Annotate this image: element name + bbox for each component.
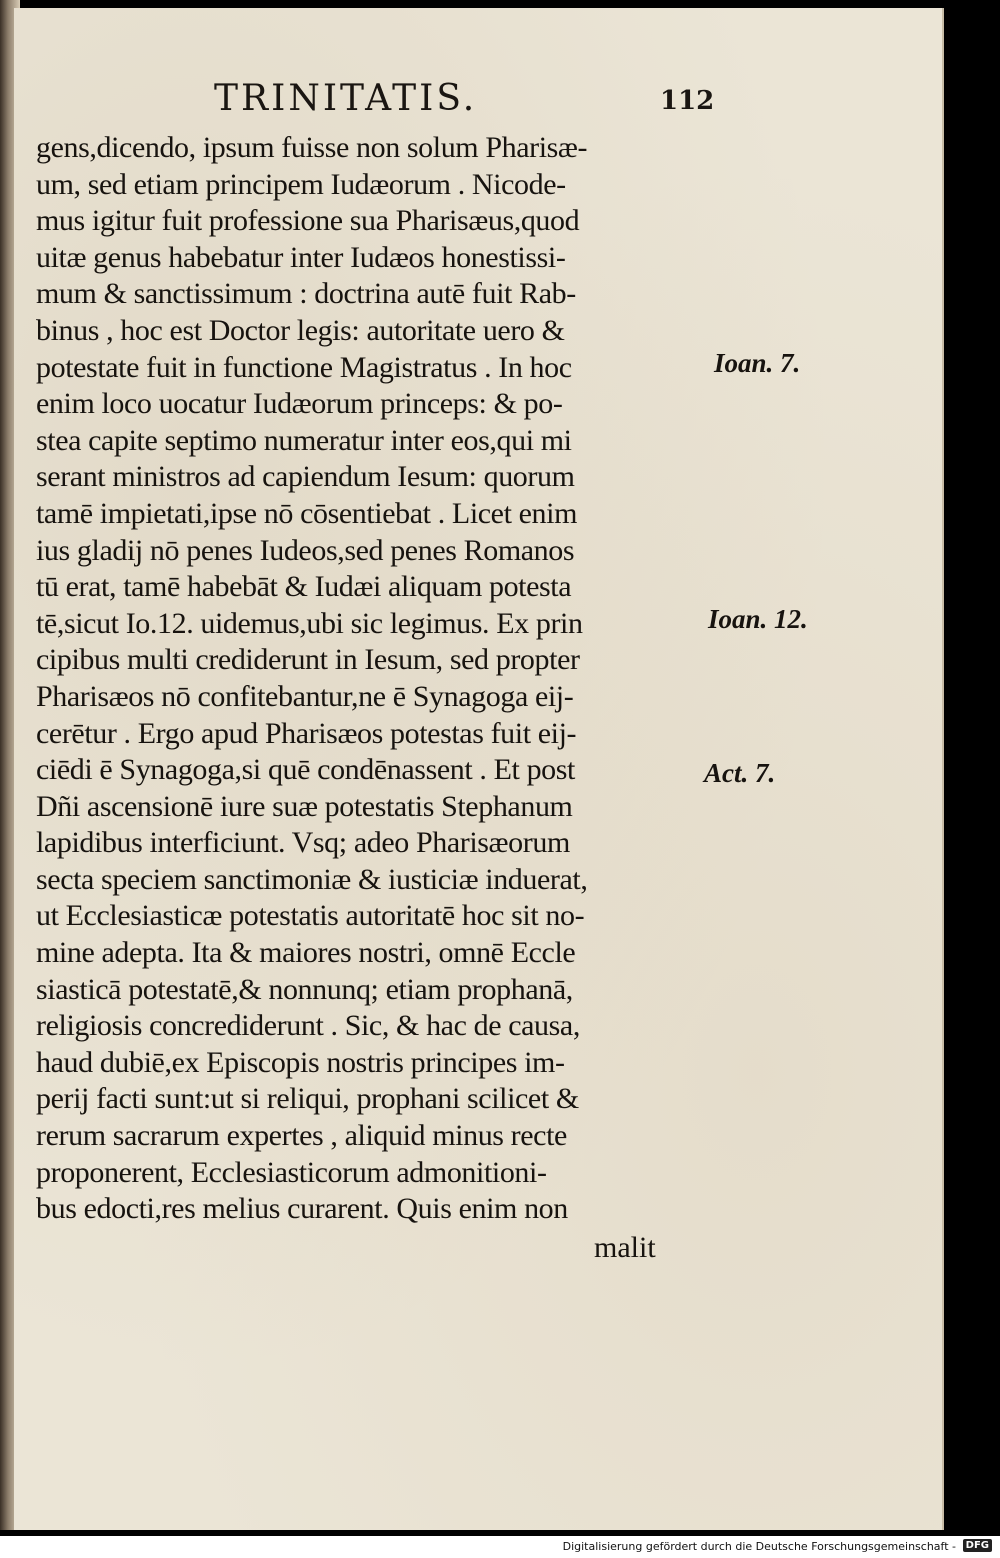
dfg-logo: DFG [963,1539,992,1552]
text-line: Dñi ascensionē iure suæ potestatis Stephanum [36,789,573,823]
text-line: bus edocti,res melius curarent. Quis enim non [36,1192,568,1226]
page-header [14,78,942,128]
body-text [36,130,726,1228]
catchword: malit [594,1231,656,1264]
folio-number: 112 [660,86,715,116]
marginal-note: Ioan. 7. [714,348,801,378]
text-line: proponerent, Ecclesiasticorum admonitioni- [36,1155,547,1189]
text-line: gens,dicendo, ipsum fuisse non solum Pharisæ- [36,131,588,164]
text-line: Pharisæos nō confitebantur,ne ē Synagoga eij- [36,679,574,713]
text-line: mus igitur fuit professione sua Pharisæus,quod [36,204,580,238]
text-line: mum & sanctissimum : doctrina autē fuit Rab- [36,277,576,311]
marginal-note: Ioan. 12. [708,604,808,634]
text-line: ciēdi ē Synagoga,si quē condēnassent . Et post [36,753,575,787]
text-line: lapidibus interficiunt. Vsq; adeo Pharisæorum [36,826,570,860]
text-line: um, sed etiam principem Iudæorum . Nicode- [36,167,566,201]
footer-bar [0,1536,1000,1558]
running-title: TRINITATIS. [214,78,478,119]
text-line: secta speciem sanctimoniæ & iusticiæ induerat, [36,862,588,896]
text-line: tamē impietati,ipse nō cōsentiebat . Licet enim [36,496,578,530]
text-line: uitæ genus habebatur inter Iudæos honestissi- [36,240,566,274]
text-line: tū erat, tamē habebāt & Iudæi aliquam potesta [36,570,572,604]
text-line: cipibus multi crediderunt in Iesum, sed propter [36,643,580,677]
text-line: mine adepta. Ita & maiores nostri, omnē Eccle [36,936,576,970]
text-line: ius gladij nō penes Iudeos,sed penes Romanos [36,533,575,567]
book-page [14,8,944,1530]
text-line: rerum sacrarum expertes , aliquid minus recte [36,1119,567,1153]
text-line: stea capite septimo numeratur inter eos,qui mi [36,423,572,457]
text-line: potestate fuit in functione Magistratus . In hoc [36,350,572,384]
text-line: tē,sicut Io.12. uidemus,ubi sic legimus. Ex prin [36,606,583,640]
marginal-note: Act. 7. [704,758,776,788]
digitization-credit: Digitalisierung gefördert durch die Deutsche Forschungsgemeinschaft - [562,1540,956,1553]
text-line: cerētur . Ergo apud Pharisæos potestas fuit eij- [36,716,577,750]
text-line: religiosis concrediderunt . Sic, & hac de causa, [36,1009,580,1043]
text-line: haud dubiē,ex Episcopis nostris principes im- [36,1045,565,1079]
text-line: serant ministros ad capiendum Iesum: quorum [36,460,575,494]
text-line: perij facti sunt:ut si reliqui, prophani scilicet & [36,1082,579,1116]
text-line: binus , hoc est Doctor legis: autoritate uero & [36,313,565,347]
text-line: enim loco uocatur Iudæorum princeps: & po- [36,387,563,421]
text-line: ut Ecclesiasticæ potestatis autoritatē hoc sit no- [36,899,585,933]
text-line: siasticā potestatē,& nonnunq; etiam prophanā, [36,972,573,1006]
